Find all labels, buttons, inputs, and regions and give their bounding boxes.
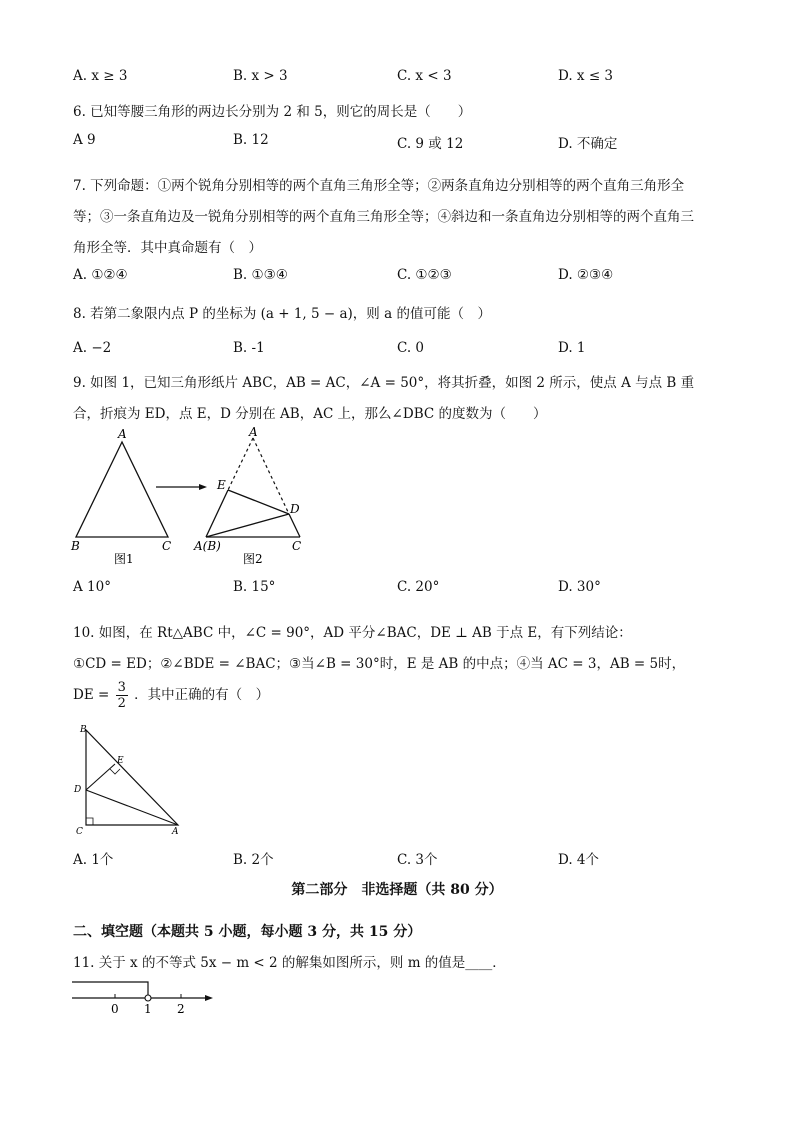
q10-de-label: DE = — [73, 687, 110, 703]
q10-option-b: B. 2个 — [233, 852, 274, 868]
fig2-label-a: A — [249, 425, 258, 439]
q10-option-c: C. 3个 — [397, 852, 438, 868]
q10-fraction — [116, 680, 128, 711]
q10-figure — [70, 722, 190, 838]
q8-option-b: B. -1 — [233, 340, 265, 356]
q7-option-b: B. ①③④ — [233, 267, 288, 283]
q10-option-a: A. 1个 — [73, 852, 114, 868]
arrow-icon — [156, 484, 207, 490]
triangle-abc — [76, 442, 168, 537]
q10-line3 — [73, 680, 269, 711]
q8-stem: 8. 若第二象限内点 P 的坐标为 (a + 1, 5 − a)，则 a 的值可能（ ） — [73, 306, 491, 322]
q10-line3-suffix: ．其中正确的有（ ） — [134, 687, 270, 703]
fig1-label-a: A — [118, 427, 127, 441]
q6-option-b: B. 12 — [233, 132, 269, 148]
fig2-label-e: E — [217, 478, 226, 492]
tick-label-2: 2 — [177, 1002, 185, 1016]
segment-da — [86, 790, 178, 825]
fold-dashed-ae — [228, 438, 253, 490]
q10-option-d: D. 4个 — [558, 852, 600, 868]
q8-option-d: D. 1 — [558, 340, 586, 356]
q7-line1: 7. 下列命题：①两个锐角分别相等的两个直角三角形全等；②两条直角边分别相等的两个直角三角形全 — [73, 178, 685, 194]
q10-fraction-denominator: 2 — [117, 696, 126, 711]
q9-figure-2 — [193, 425, 301, 566]
segment-de — [86, 764, 115, 790]
right-angle-mark-c — [86, 818, 93, 825]
fig1-label-c: C — [162, 539, 172, 553]
q6-option-a: A 9 — [73, 132, 96, 148]
q10-fraction-numerator: 3 — [117, 680, 126, 695]
fig1-caption: 图1 — [114, 552, 134, 566]
fig3-label-e: E — [117, 756, 124, 766]
fig2-label-d: D — [290, 502, 300, 516]
q5-option-d: D. x ≤ 3 — [558, 68, 614, 84]
q5-option-c: C. x < 3 — [397, 68, 452, 84]
q5-option-b: B. x > 3 — [233, 68, 288, 84]
part2-title: 第二部分 非选择题（共 80 分） — [291, 882, 503, 898]
q6-option-c: C. 9 或 12 — [397, 136, 464, 152]
q10-line1: 10. 如图，在 Rt△ABC 中，∠C = 90°，AD 平分∠BAC，DE ⊥ AB 于点 E，有下列结论： — [73, 625, 632, 641]
segment-bd — [206, 514, 289, 537]
section2-title: 二、填空题（本题共 5 小题，每小题 3 分，共 15 分） — [73, 924, 422, 940]
q9-option-c: C. 20° — [397, 579, 440, 595]
axis-arrow-icon — [205, 995, 213, 1001]
q9-option-b: B. 15° — [233, 579, 276, 595]
q11-number-line — [70, 978, 220, 1018]
fig3-label-b: B — [80, 725, 87, 735]
q6-stem: 6. 已知等腰三角形的两边长分别为 2 和 5，则它的周长是（ ） — [73, 104, 472, 120]
q7-line3: 角形全等．其中真命题有（ ） — [73, 240, 262, 256]
q9-option-d: D. 30° — [558, 579, 601, 595]
right-angle-mark-e — [110, 769, 120, 774]
q7-option-d: D. ②③④ — [558, 267, 614, 283]
fig2-label-ab: A(B) — [194, 539, 221, 553]
fig3-label-c: C — [76, 827, 83, 837]
q9-line1: 9. 如图 1，已知三角形纸片 ABC，AB = AC，∠A = 50°，将其折叠，如图 2 所示，使点 A 与点 B 重 — [73, 375, 695, 391]
q7-option-a: A. ①②④ — [73, 267, 128, 283]
tick-label-1: 1 — [144, 1002, 152, 1016]
solution-ray — [72, 982, 148, 995]
segment-dc — [289, 514, 300, 537]
fig3-label-a: A — [172, 827, 179, 837]
q9-option-a: A 10° — [73, 579, 111, 595]
q7-line2: 等；③一条直角边及一锐角分别相等的两个直角三角形全等；④斜边和一条直角边分别相等的两个直角三 — [73, 209, 694, 225]
segment-eb — [206, 490, 228, 537]
q10-line2: ①CD = ED；②∠BDE = ∠BAC；③当∠B = 30°时，E 是 AB 的中点；④当 AC = 3，AB = 5时， — [73, 656, 686, 672]
q9-line2: 合，折痕为 ED，点 E，D 分别在 AB，AC 上，那么∠DBC 的度数为（ ） — [73, 406, 547, 422]
q5-option-a: A. x ≥ 3 — [73, 68, 128, 84]
q7-option-c: C. ①②③ — [397, 267, 452, 283]
q8-option-c: C. 0 — [397, 340, 425, 356]
q11-stem: 11. 关于 x 的不等式 5x − m < 2 的解集如图所示，则 m 的值是____． — [73, 955, 506, 971]
fig2-label-c: C — [292, 539, 302, 553]
q9-figures — [66, 424, 316, 570]
tick-label-0: 0 — [111, 1002, 119, 1016]
q6-option-d: D. 不确定 — [558, 136, 618, 152]
fig3-label-d: D — [74, 785, 82, 795]
q9-figure-1 — [70, 427, 171, 566]
open-circle-marker — [145, 995, 151, 1001]
fig1-label-b: B — [71, 539, 80, 553]
fig2-caption: 图2 — [243, 552, 263, 566]
q8-option-a: A. −2 — [73, 340, 112, 356]
